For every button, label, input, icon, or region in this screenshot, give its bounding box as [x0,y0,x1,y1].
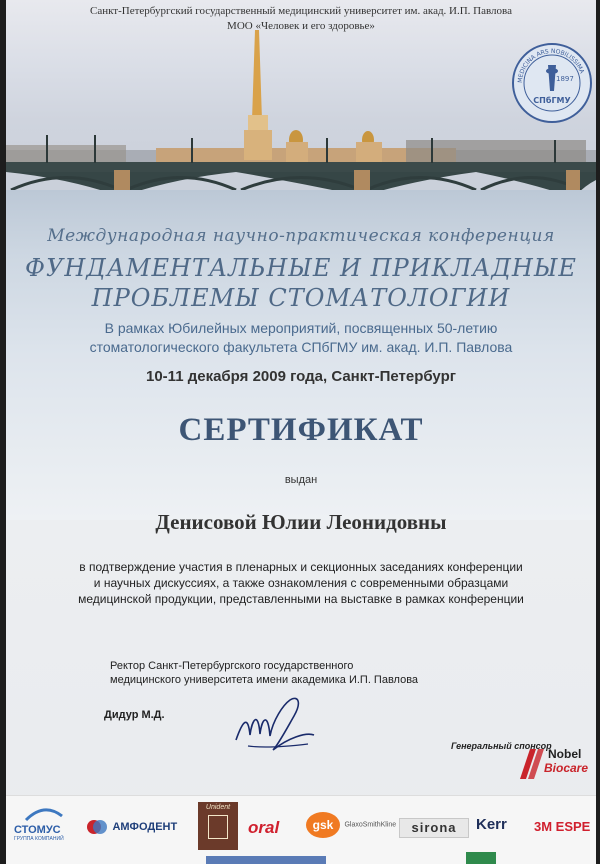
gsk-sub: GlaxoSmithKline [344,821,397,829]
3m-espe-logo [534,818,590,836]
amfodent-logo [86,818,177,836]
stomus-name: СТОМУС [14,824,61,836]
university-name: Санкт-Петербургский государственный медицинский университет им. акад. И.П. Павлова [90,5,512,17]
stomus-swoosh-icon [24,806,64,824]
sponsor-label: Генеральный спонсор [451,741,552,751]
certificate-body-line2: и научных дискуссиях, а также ознакомления с современными образцами [93,576,509,590]
signatory-name: Дидур М.Д. [104,709,165,721]
oral-b-logo [248,818,279,838]
unident-name: Unident [205,804,231,811]
certificate-body-line3: медицинской продукции, представленными на выставке в рамках конференции [78,592,524,606]
sirona-name: sirona [411,820,457,835]
conference-title-line1: ФУНДАМЕНТАЛЬНЫЕ И ПРИКЛАДНЫЕ [25,254,577,282]
espe-name: 3M ESPE [534,819,591,834]
handwritten-signature [228,690,318,760]
certificate-sheet [6,0,596,864]
nobel-biocare-logo [518,745,596,785]
unident-emblem-icon [208,815,228,839]
gsk-name: gsk [306,812,340,838]
bottom-logo-fragment-green [466,852,496,864]
partner-logos-strip [6,795,596,864]
kerr-name: Kerr [476,816,507,833]
conference-subtitle-line1: В рамках Юбилейных мероприятий, посвященных 50-летию [104,320,498,336]
issued-label: выдан [284,474,318,486]
seal-motto: MEDICINA ARS NOBILISSIMA [516,47,586,84]
sponsor-name-line2: Biocare [544,761,589,775]
gsk-logo [306,812,396,838]
sirona-logo [399,818,469,838]
unident-logo [198,802,238,850]
conference-subtitle-line2: стоматологического факультета СПбГМУ им. акад. И.П. Павлова [89,339,513,355]
sponsor-name-line1: Nobel [548,747,582,761]
university-seal [512,43,592,123]
conference-date-place: 10-11 декабря 2009 года, Санкт-Петербург [146,368,456,385]
stomus-logo [14,806,74,842]
recipient-name: Денисовой Юлии Леонидовны [155,510,447,534]
rector-title-line2: медицинского университета имени академика И.П. Павлова [110,674,419,686]
organization-name: МОО «Человек и его здоровье» [227,20,375,32]
seal-abbr: СПбГМУ [533,96,571,105]
certificate-body-line1: в подтверждение участия в пленарных и секционных заседаниях конференции [79,560,523,574]
oral-name: oral [248,818,280,837]
rector-title-line1: Ректор Санкт-Петербургского государственного [110,660,354,672]
amfodent-mark-icon [86,818,108,836]
seal-year: 1897 [556,75,574,83]
stomus-sub: ГРУППА КОМПАНИЙ [14,836,64,842]
conference-type: Международная научно-практическая конференция [47,226,555,246]
kerr-logo [476,816,507,834]
amfodent-name: АМФОДЕНТ [112,821,178,833]
bottom-logo-fragment [206,856,326,864]
conference-title-line2: ПРОБЛЕМЫ СТОМАТОЛОГИИ [91,284,511,312]
certificate-heading: СЕРТИФИКАТ [178,412,424,448]
